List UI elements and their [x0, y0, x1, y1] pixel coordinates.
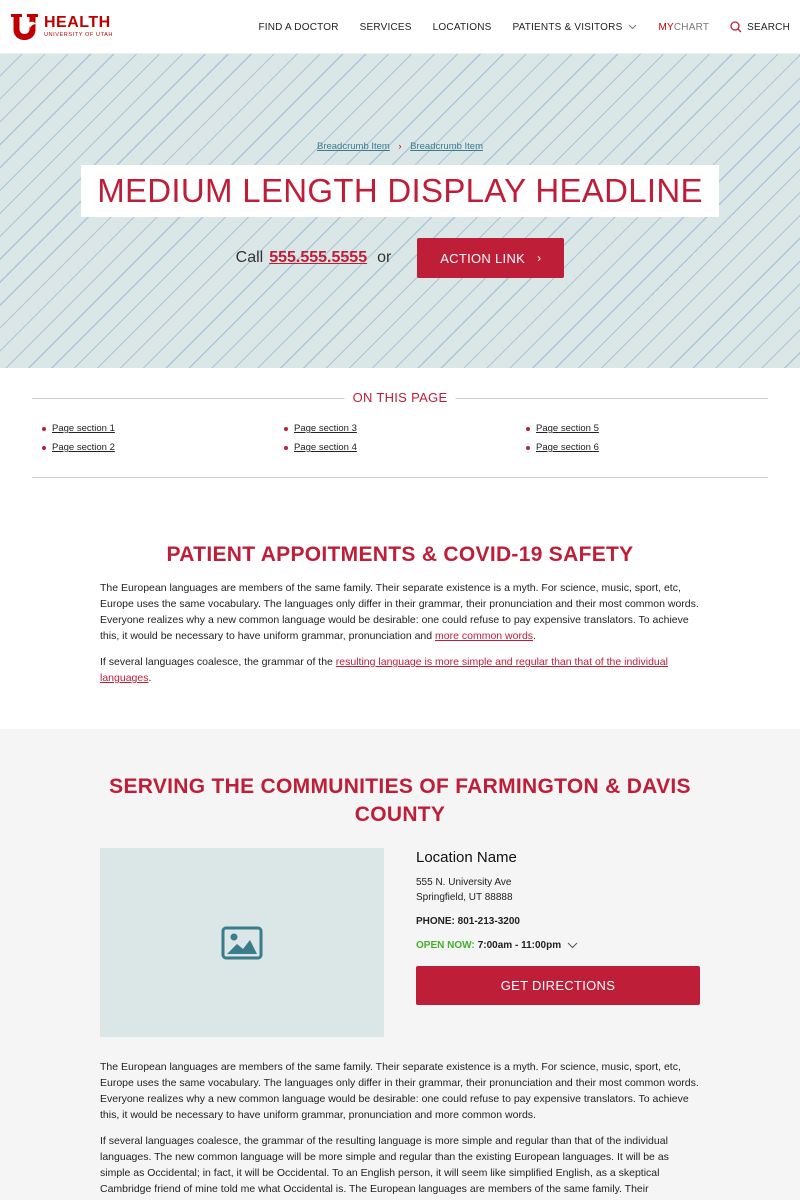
page-section-link-3[interactable]: Page section 3	[284, 419, 526, 438]
bullet-icon	[526, 446, 530, 450]
location-name: Location Name	[416, 849, 517, 866]
search-label: SEARCH	[747, 21, 790, 33]
location-card	[416, 849, 700, 1005]
resulting-language-link[interactable]: resulting language is more simple and regular than that of the individual languages	[100, 656, 668, 684]
location-phone: PHONE: 801-213-3200	[416, 916, 520, 927]
or-label: or	[377, 249, 392, 266]
university-of-utah-health-logo[interactable]	[10, 12, 113, 42]
nav-patients-visitors[interactable]	[513, 22, 638, 33]
nav-services[interactable]: SERVICES	[359, 21, 412, 33]
breadcrumb-item-2[interactable]: Breadcrumb Item	[410, 141, 484, 152]
block-u-logo-icon	[10, 13, 40, 41]
call-label: Call	[235, 249, 264, 266]
page-section-link-1[interactable]: Page section 1	[42, 419, 284, 438]
on-this-page	[32, 383, 768, 453]
bullet-icon	[284, 427, 288, 431]
bullet-icon	[42, 446, 46, 450]
hours-text: 7:00am - 11:00pm	[477, 940, 562, 951]
open-status-badge: OPEN NOW:	[416, 940, 475, 951]
logo-wordmark: HEALTH	[44, 14, 111, 31]
breadcrumb-separator-icon: ›	[398, 141, 402, 151]
section-title-communities: SERVING THE COMMUNITIES OF FARMINGTON & DAVIS COUNTY	[109, 775, 691, 826]
section-title-covid-safety: PATIENT APPOITMENTS & COVID-19 SAFETY	[166, 543, 634, 566]
bullet-icon	[42, 427, 46, 431]
location-address: 555 N. University Ave Springfield, UT 88888	[416, 877, 513, 903]
mychart-label-my: MY	[658, 21, 674, 33]
breadcrumb	[0, 141, 800, 152]
body-paragraph: The European languages are members of the same family. Their separate existence is a myth. For science, music, sport, etc, Europe uses the same vocabulary. The languages only differ in their grammar, their pronunciation and their most common words. Everyone realizes why a new common language would be desirable: one could refuse to pay expensive translators. To achieve this, it would be necessary to have uniform grammar, pronunciation and more common words.	[100, 582, 699, 642]
mychart-label-chart: CHART	[673, 21, 710, 33]
page-section-link-5[interactable]: Page section 5	[526, 419, 768, 438]
phone-link[interactable]: 555.555.5555	[269, 249, 368, 266]
more-common-words-link[interactable]: more common words	[435, 630, 534, 642]
search-icon	[730, 21, 742, 33]
chevron-down-icon	[628, 24, 637, 30]
location-image-placeholder	[100, 848, 384, 1037]
page-section-link-6[interactable]: Page section 6	[526, 438, 768, 457]
body-paragraph: If several languages coalesce, the grammar of the resulting language is more simple and regular than that of the individual languages.	[100, 656, 668, 684]
on-this-page-title: ON THIS PAGE	[345, 390, 456, 405]
page-section-link-2[interactable]: Page section 2	[42, 438, 284, 457]
site-header	[0, 0, 800, 54]
action-link-button[interactable]	[417, 238, 564, 278]
nav-search[interactable]	[730, 21, 790, 33]
logo-subtitle: UNIVERSITY OF UTAH	[44, 32, 113, 38]
main-nav	[237, 0, 790, 54]
hero-cta-row	[0, 238, 800, 278]
divider	[32, 477, 768, 478]
body-paragraph: If several languages coalesce, the grammar of the resulting language is more simple and regular than that of the individual languages. The new common language will be more simple and regular than the existing European languages. It will be as simple as Occidental; in fact, it will be Occidental. To an English person, it will seem like simplified English, as a skeptical Cambridge friend of mine told me what Occidental is. The European languages are members of the same family. Their	[100, 1135, 669, 1195]
action-link-label: ACTION LINK	[440, 250, 526, 266]
nav-find-a-doctor[interactable]: FIND A DOCTOR	[258, 21, 339, 33]
nav-mychart[interactable]	[658, 22, 709, 33]
breadcrumb-item-1[interactable]: Breadcrumb Item	[316, 141, 390, 152]
page-title: MEDIUM LENGTH DISPLAY HEADLINE	[81, 165, 719, 217]
hours-toggle[interactable]	[416, 940, 700, 951]
on-this-page-links	[42, 419, 768, 457]
location-section	[0, 729, 800, 1200]
page-section-link-4[interactable]: Page section 4	[284, 438, 526, 457]
body-paragraph: The European languages are members of the same family. Their separate existence is a myth. For science, music, sport, etc, Europe uses the same vocabulary. The languages only differ in their grammar, their pronunciation and their most common words. Everyone realizes why a new common language would be desirable: one could refuse to pay expensive translators. To achieve this, it would be necessary to have uniform grammar, pronunciation and more common words.	[100, 1061, 699, 1121]
bullet-icon	[284, 446, 288, 450]
get-directions-button[interactable]: GET DIRECTIONS	[416, 966, 700, 1005]
image-placeholder-icon	[221, 926, 263, 960]
chevron-right-icon: ›	[537, 251, 542, 265]
hero-banner	[0, 54, 800, 368]
bullet-icon	[526, 427, 530, 431]
nav-locations[interactable]: LOCATIONS	[432, 21, 492, 33]
nav-patients-visitors-label: PATIENTS & VISITORS	[512, 21, 623, 33]
chevron-down-icon	[567, 942, 578, 949]
